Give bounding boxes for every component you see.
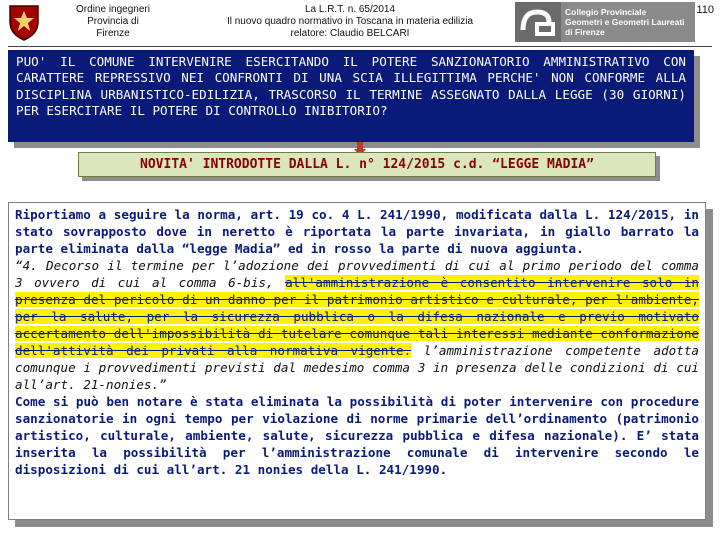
question-box: [8, 50, 694, 142]
page-number: 110: [696, 4, 714, 16]
logo-line: Collegio Provinciale: [565, 7, 647, 17]
novita-banner: [78, 152, 656, 177]
logo-line: Geometri e Geometri Laureati: [565, 17, 685, 27]
intro-text: Riportiamo a seguire la norma, art. 19 co. 4 L. 241/1990, modificata dalla L. 124/2015, in stato sovrapposto dove in neretto è riportata la parte invariata, in giallo barrato la parte eliminata dalla: [15, 207, 699, 256]
org-line: Firenze: [96, 28, 130, 39]
collegio-logo-text: [561, 2, 695, 42]
intro-madia: “legge Madia”: [181, 241, 281, 256]
norm-text-box: [8, 202, 706, 520]
org-name-left: [48, 4, 178, 40]
title-line: relatore: Claudio BELCARI: [290, 28, 410, 39]
norm-quote: [15, 257, 699, 393]
header-divider: [8, 46, 712, 47]
intro-text-end: ed in rosso la parte di nuova aggiunta.: [280, 241, 584, 256]
slide-header: [0, 0, 720, 46]
conclusion-paragraph: Come si può ben notare è stata eliminata la possibilità di poter intervenire con procedure sanzionatorie in ogni tempo per violazione di norme primarie dell’ordinamento (patrimonio artistico, culturale, ambiente, salute, sicurezza pubblica e difesa nazionale). E’ stata inserita la possibilità per l’amministrazione comunale di intervenire secondo le disposizioni di cui all’art. 21 nonies della L. 241/1990.: [15, 394, 699, 477]
quote-unchanged: “4. Decorso il termine per l’adozione dei provvedimenti di cui al primo periodo del comma 3 ovvero di cui al comma 6-bis,: [15, 258, 699, 290]
shield-icon: [4, 2, 44, 42]
collegio-mark-icon: [515, 2, 561, 42]
quote-deleted: all'amministrazione è consentito intervenire solo in presenza del pericolo di un danno per il patrimonio artistico e culturale, per l'ambiente, per la salute, per la sicurezza pubblica o la difesa nazionale e previo motivato accertamento dell'impossibilità di tutelare comunque tali interessi mediante conformazione dell'attività dei privati alla normativa vigente.: [15, 275, 699, 358]
org-line: Ordine ingegneri: [76, 4, 150, 15]
quote-added: l’amministrazione competente adotta comunque i provvedimenti previsti dal medesimo comma 3 in presenza delle condizioni di cui all’art. 21-nonies.”: [15, 343, 699, 392]
collegio-logo: [515, 2, 695, 42]
presentation-title: [200, 4, 500, 40]
novita-label: NOVITA' INTRODOTTE DALLA L. n° 124/2015 c.d. “LEGGE MADIA”: [140, 157, 594, 172]
org-line: Provincia di: [87, 16, 139, 27]
intro-paragraph: [15, 206, 699, 257]
title-line: La L.R.T. n. 65/2014: [304, 4, 396, 15]
title-line: Il nuovo quadro normativo in Toscana in materia edilizia: [226, 16, 474, 27]
question-text: PUO' IL COMUNE INTERVENIRE ESERCITANDO IL POTERE SANZIONATORIO AMMINISTRATIVO CON CARATTERE REPRESSIVO NEI CONFRONTI DI UNA SCIA ILLEGITTIMA PERCHE' NON CONFORME ALLA DISCIPLINA URBANISTICO-EDILIZIA, TRASCORSO IL TERMINE ASSEGNATO DALLA LEGGE (30 GIORNI) PER ESERCITARE IL POTERE DI CONTROLLO INIBITORIO?: [16, 54, 686, 119]
logo-line: di Firenze: [565, 27, 605, 37]
